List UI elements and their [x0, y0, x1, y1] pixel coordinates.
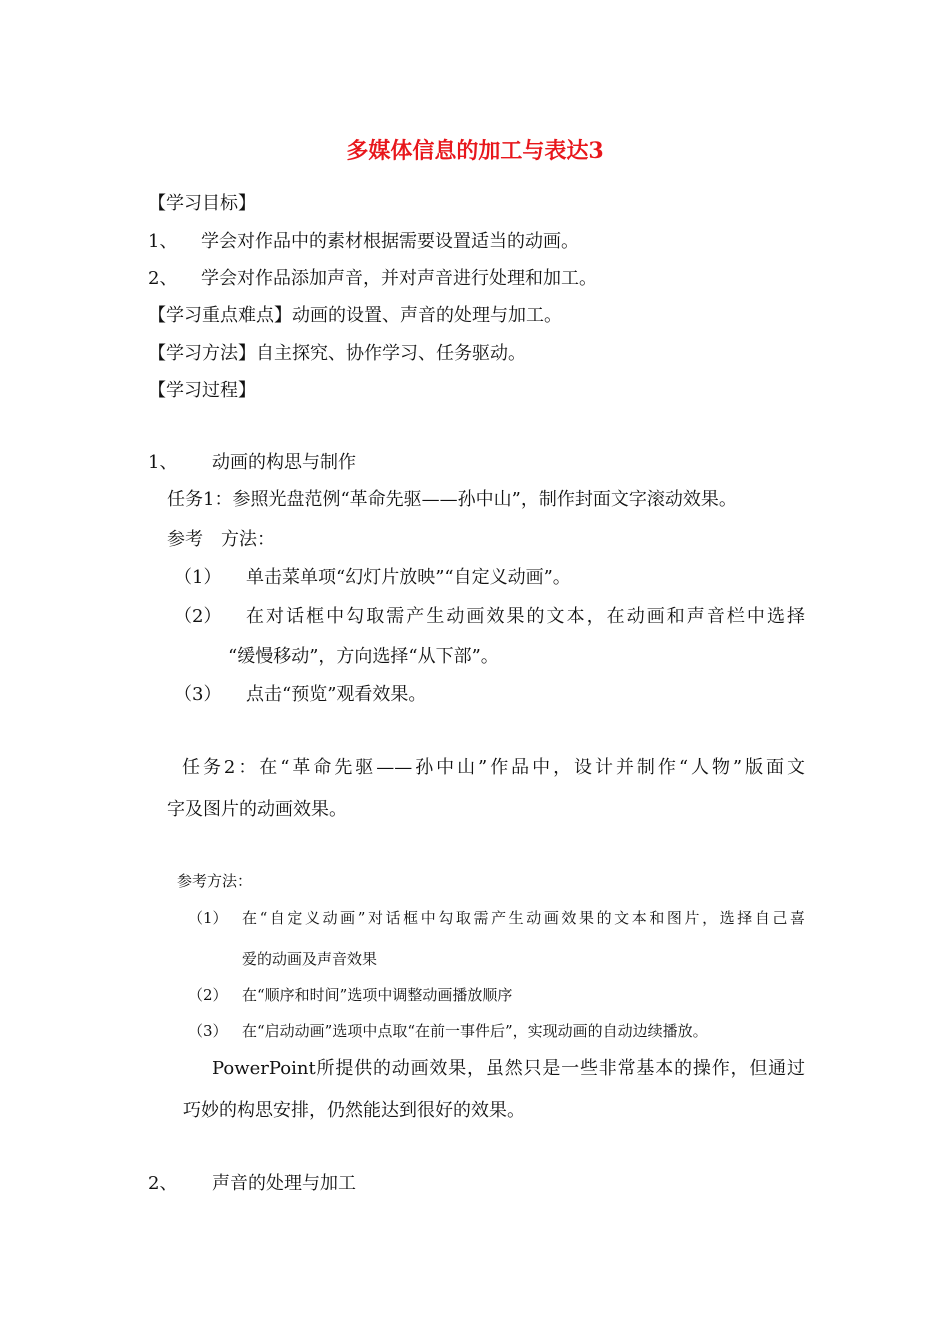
objective-number: 2、	[148, 268, 178, 289]
process-heading: 【学习过程】	[148, 380, 256, 401]
step-number: （1）	[188, 909, 228, 927]
task-1: 任务1：参照光盘范例“革命先驱——孙中山”，制作封面文字滚动效果。	[167, 489, 737, 510]
step-number: （3）	[174, 684, 222, 705]
task-2-continued: 字及图片的动画效果。	[167, 799, 347, 820]
step-text: 点击“预览”观看效果。	[246, 684, 427, 705]
section-title: 声音的处理与加工	[212, 1173, 356, 1194]
summary-paragraph-continued: 巧妙的构思安排，仍然能达到很好的效果。	[183, 1100, 525, 1121]
step-number: （1）	[174, 567, 222, 588]
step-text-continued: 爱的动画及声音效果	[242, 950, 378, 968]
step-number: （3）	[188, 1022, 228, 1040]
step-text: 在“启动动画”选项中点取“在前一事件后”，实现动画的自动边续播放。	[242, 1022, 708, 1040]
task-2: 任务2：在“革命先驱——孙中山”作品中，设计并制作“人物”版面文	[182, 757, 805, 778]
key-points: 【学习重点难点】动画的设置、声音的处理与加工。	[148, 305, 562, 326]
objective-number: 1、	[148, 231, 178, 252]
learning-methods: 【学习方法】自主探究、协作学习、任务驱动。	[148, 343, 526, 364]
step-text: 在“自定义动画”对话框中勾取需产生动画效果的文本和图片，选择自己喜	[242, 909, 805, 927]
step-text: 在对话框中勾取需产生动画效果的文本，在动画和声音栏中选择	[246, 606, 805, 627]
document-title: 多媒体信息的加工与表达3	[346, 138, 604, 164]
summary-paragraph: PowerPoint所提供的动画效果，虽然只是一些非常基本的操作，但通过	[212, 1058, 805, 1079]
objective-text: 学会对作品添加声音，并对声音进行处理和加工。	[201, 268, 597, 289]
step-number: （2）	[174, 606, 222, 627]
step-number: （2）	[188, 986, 228, 1004]
section-title: 动画的构思与制作	[212, 452, 356, 473]
objectives-heading: 【学习目标】	[148, 193, 256, 214]
reference-method-label: 参考方法：	[177, 872, 253, 890]
step-text: 在“顺序和时间”选项中调整动画播放顺序	[242, 986, 513, 1004]
section-number: 1、	[148, 452, 178, 473]
step-text-continued: “缓慢移动”，方向选择“从下部”。	[228, 646, 499, 667]
section-number: 2、	[148, 1173, 178, 1194]
objective-text: 学会对作品中的素材根据需要设置适当的动画。	[201, 231, 579, 252]
step-text: 单击菜单项“幻灯片放映”“自定义动画”。	[246, 567, 571, 588]
reference-method-label: 参考 方法：	[167, 529, 275, 550]
